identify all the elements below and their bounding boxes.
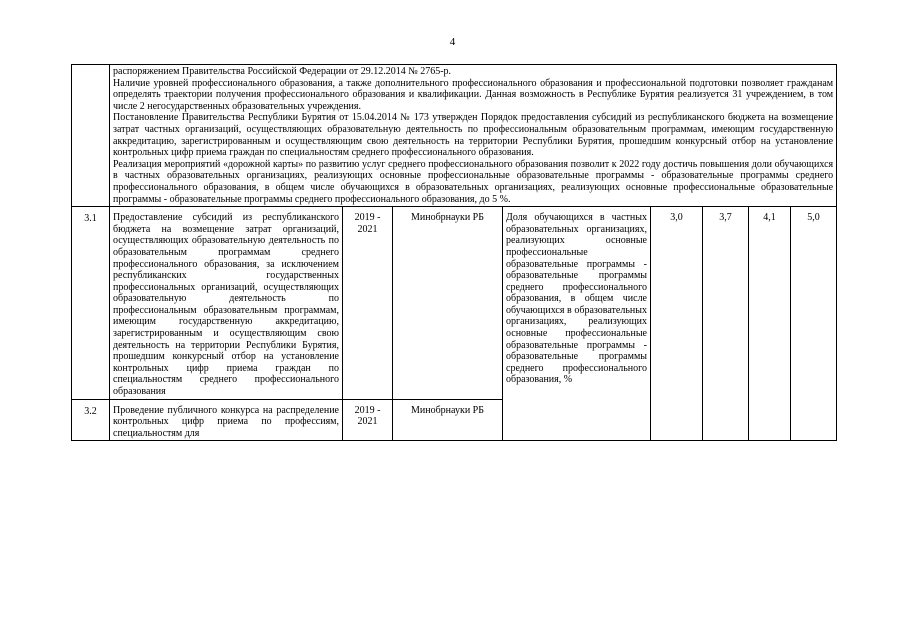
table-row bbox=[72, 207, 837, 400]
page-number: 4 bbox=[449, 36, 456, 48]
period-cell: 2019 - 2021 bbox=[343, 399, 393, 441]
intro-paragraph: распоряжением Правительства Российской Федерации от 29.12.2014 № 2765-р. bbox=[113, 66, 452, 77]
row-number: 3.2 bbox=[72, 399, 110, 441]
measure-cell: Предоставление субсидий из республиканского бюджета на возмещение затрат организаций, осуществляющих образовательную деятельность по образовательным программам среднего профессионального образования, за исключением республиканских государственных профессиональных организаций, осуществляющих образовательную деятельность по профессиональным образовательным программам, имеющим государственную аккредитацию, зарегистрированным и осуществляющим свою деятельность на территории Республики Бурятия, прошедшим конкурсный отбор на установление контрольных цифр приема граждан по специальностям среднего профессионального образования bbox=[110, 207, 343, 400]
intro-text-cell bbox=[110, 65, 837, 207]
value-2020: 3,7 bbox=[703, 207, 749, 441]
intro-row bbox=[72, 65, 837, 207]
intro-empty-cell bbox=[72, 65, 110, 207]
intro-paragraph: Постановление Правительства Республики Бурятия от 15.04.2014 № 173 утвержден Порядок предоставления субсидий из республиканского бюджета на возмещение затрат частных организаций, осуществляющих образовательную деятельность по профессиональным образовательным программам, имеющим государственную аккредитацию, зарегистрированным и осуществляющим свою деятельность на территории Республики Бурятия, прошедшим конкурсный отбор на установление контрольных цифр приема граждан по специальностям среднего профессионального образования. bbox=[113, 112, 834, 159]
intro-paragraph: Наличие уровней профессионального образования, а также дополнительного профессионального образования и профессиональной подготовки позволяет гражданам определять траектории получения профессионального образования и квалификации. Данная возможность в Республике Бурятия реализуется 31 учреждением, в том числе 2 негосударственных образовательных учреждения. bbox=[113, 77, 834, 112]
intro-paragraph: Реализация мероприятий «дорожной карты» по развитию услуг среднего профессионального образования позволит к 2022 году достичь повышения доли обучающихся в частных образовательных организациях, реализующих основные профессиональные образовательные программы - образовательные программы среднего профессионального образования, в общем числе обучающихся в образовательных организациях, реализующих основные профессиональные образовательные программы - образовательные программы среднего профессионального образования, до 5 %. bbox=[113, 158, 834, 205]
executor-cell: Минобрнауки РБ bbox=[393, 207, 503, 400]
measure-cell: Проведение публичного конкурса на распределение контрольных цифр приема по профессиям, специальностям для bbox=[110, 399, 343, 441]
row-number: 3.1 bbox=[72, 207, 110, 400]
indicator-cell: Доля обучающихся в частных образовательных организациях, реализующих основные профессиональные образовательные программы - образовательные программы среднего профессионального образования, в общем числе обучающихся в образовательных организациях, реализующих основные профессиональные образовательные программы - образовательные программы среднего профессионального образования, % bbox=[503, 207, 651, 441]
roadmap-table bbox=[71, 64, 837, 441]
value-2019: 3,0 bbox=[651, 207, 703, 441]
value-2022: 5,0 bbox=[791, 207, 837, 441]
executor-cell: Минобрнауки РБ bbox=[393, 399, 503, 441]
period-cell: 2019 - 2021 bbox=[343, 207, 393, 400]
value-2021: 4,1 bbox=[749, 207, 791, 441]
